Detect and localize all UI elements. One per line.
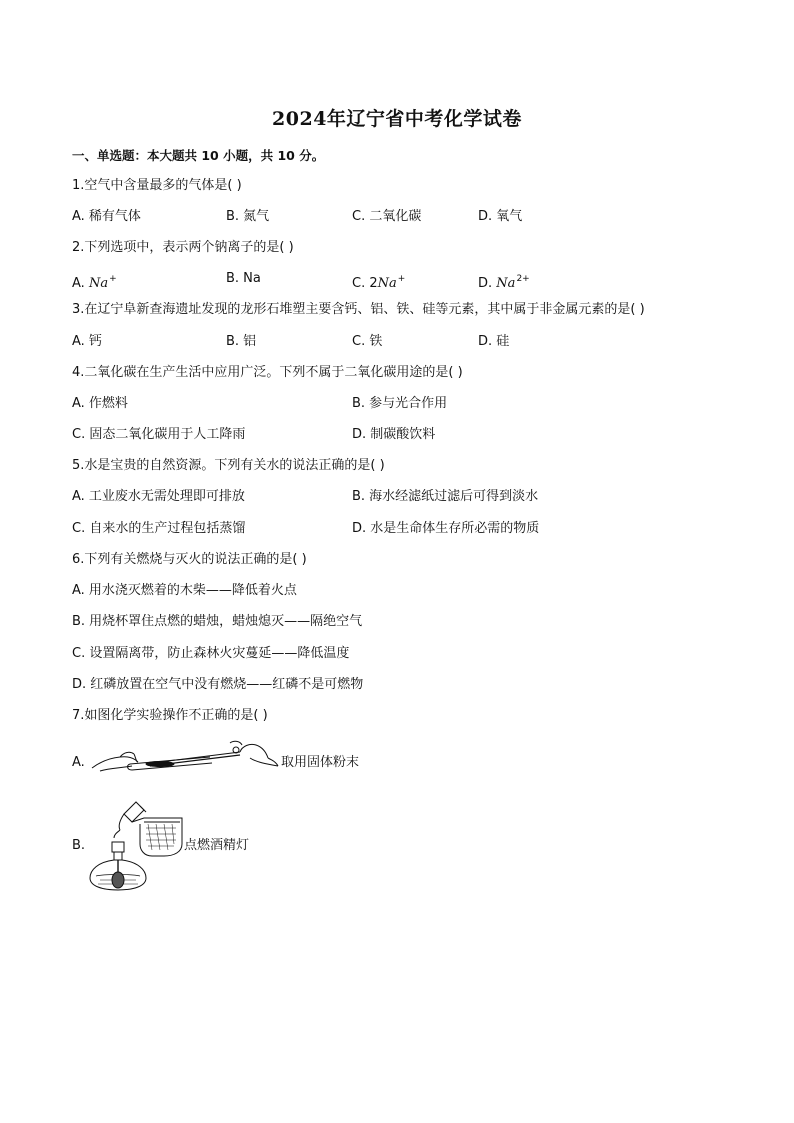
- question-2-option-b: B. Na: [226, 271, 261, 286]
- page-title: 2024年辽宁省中考化学试卷: [272, 108, 522, 130]
- question-4-stem: 4.二氧化碳在生产生活中应用广泛。下列不属于二氧化碳用途的是( ): [72, 365, 463, 380]
- question-4-option-a: A. 作燃料: [72, 396, 128, 411]
- question-1-option-b: B. 氮气: [226, 209, 270, 224]
- formula-coefficient: 2: [369, 276, 378, 291]
- section-heading: 一、单选题：本大题共 10 小题，共 10 分。: [72, 148, 325, 163]
- powder-sampling-figure: [90, 738, 280, 780]
- question-5-option-d: D. 水是生命体生存所必需的物质: [352, 521, 540, 536]
- option-a-label: A.: [72, 276, 85, 291]
- question-6-stem: 6.下列有关燃烧与灭火的说法正确的是( ): [72, 552, 307, 567]
- formula-charge: +: [397, 274, 406, 284]
- question-1-option-a: A. 稀有气体: [72, 209, 141, 224]
- question-7-option-b-label: B.: [72, 838, 86, 853]
- question-7-option-a-label: A.: [72, 755, 85, 770]
- question-3-option-c: C. 铁: [352, 334, 383, 349]
- question-1-stem: 1.空气中含量最多的气体是( ): [72, 178, 242, 193]
- formula-charge: +: [109, 274, 117, 284]
- question-6-option-b: B. 用烧杯罩住点燃的蜡烛，蜡烛熄灭——隔绝空气: [72, 614, 363, 629]
- question-2-option-c: [352, 271, 405, 292]
- question-3-option-a: A. 钙: [72, 334, 102, 349]
- question-4-option-d: D. 制碳酸饮料: [352, 427, 436, 442]
- formula-na: Na: [496, 276, 516, 291]
- question-4-option-c: C. 固态二氧化碳用于人工降雨: [72, 427, 246, 442]
- question-5-option-b: B. 海水经滤纸过滤后可得到淡水: [352, 489, 539, 504]
- question-4-option-b: B. 参与光合作用: [352, 396, 448, 411]
- option-d-label: D.: [478, 276, 493, 291]
- question-2-option-a: [72, 271, 117, 292]
- question-2-option-d: [478, 271, 530, 292]
- formula-na: Na: [88, 276, 109, 291]
- question-7-stem: 7.如图化学实验操作不正确的是( ): [72, 708, 268, 723]
- question-3-stem: 3.在辽宁阜新查海遗址发现的龙形石堆塑主要含钙、铝、铁、硅等元素，其中属于非金属元素的是( ): [72, 302, 645, 317]
- question-1-option-c: C. 二氧化碳: [352, 209, 422, 224]
- option-c-label: C.: [352, 276, 366, 291]
- question-2-stem: 2.下列选项中，表示两个钠离子的是( ): [72, 240, 294, 255]
- question-6-option-a: A. 用水浇灭燃着的木柴——降低着火点: [72, 583, 297, 598]
- question-7-option-b-caption: 点燃酒精灯: [184, 838, 250, 853]
- formula-charge: 2+: [516, 274, 530, 284]
- question-6-option-d: D. 红磷放置在空气中没有燃烧——红磷不是可燃物: [72, 677, 364, 692]
- question-7-option-a-caption: 取用固体粉末: [281, 755, 360, 770]
- question-5-option-a: A. 工业废水无需处理即可排放: [72, 489, 245, 504]
- question-3-option-d: D. 硅: [478, 334, 510, 349]
- alcohol-lamp-figure: [84, 800, 184, 892]
- question-3-option-b: B. 铝: [226, 334, 257, 349]
- question-5-option-c: C. 自来水的生产过程包括蒸馏: [72, 521, 246, 536]
- question-6-option-c: C. 设置隔离带，防止森林火灾蔓延——降低温度: [72, 646, 350, 661]
- formula-na: Na: [377, 276, 397, 291]
- question-1-option-d: D. 氧气: [478, 209, 523, 224]
- question-5-stem: 5.水是宝贵的自然资源。下列有关水的说法正确的是( ): [72, 458, 385, 473]
